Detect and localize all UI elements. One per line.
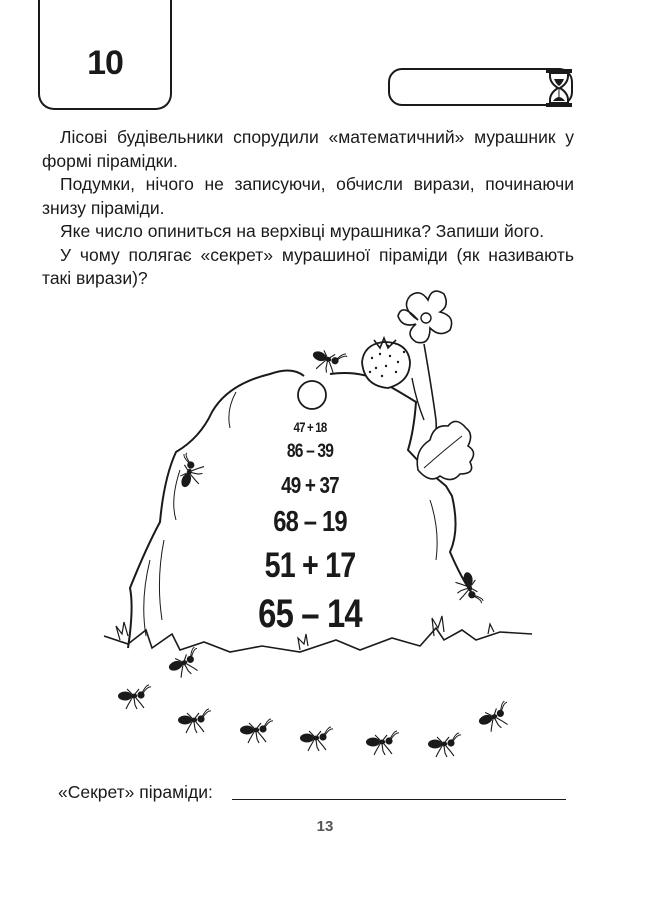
- pyramid-expression: 86 – 39: [286, 441, 334, 462]
- pyramid-expression: 47 + 18: [293, 419, 327, 435]
- pyramid-expression: 65 – 14: [258, 592, 362, 636]
- leaf-drawing: [417, 421, 473, 479]
- ant-drawing: [475, 701, 514, 735]
- pyramid-top-circle: [298, 381, 326, 409]
- ant-drawing: [165, 647, 204, 681]
- ant-drawing: [240, 719, 273, 743]
- pyramid-expression: 49 + 37: [281, 472, 339, 498]
- ant-drawing: [366, 731, 399, 755]
- answer-line[interactable]: [232, 799, 566, 800]
- task-paragraph: Подумки, нічого не записуючи, обчисли вирази, починаючи знизу піраміди.: [42, 174, 574, 218]
- ant-drawing: [454, 570, 483, 607]
- task-number: 10: [87, 44, 123, 82]
- task-paragraph: Яке число опиниться на верхівці мурашника? Запиши його.: [60, 221, 545, 241]
- ant-drawing: [300, 727, 333, 751]
- task-paragraph: У чому полягає «секрет» мурашиної піраміди (як називають такі вирази)?: [42, 244, 574, 288]
- task-paragraph: Лісові будівельники спорудили «математичний» мурашник у формі пірамідки.: [42, 127, 574, 171]
- ant-drawing: [178, 709, 211, 733]
- pyramid-expression: 68 – 19: [273, 506, 347, 538]
- page-number: 13: [316, 818, 334, 835]
- strawberry-drawing: [362, 338, 410, 388]
- ant-drawing: [428, 733, 461, 757]
- answer-label: «Секрет» піраміди:: [58, 782, 213, 802]
- ant-drawing: [118, 685, 151, 709]
- pyramid-expression: 51 + 17: [264, 546, 356, 585]
- ant-drawing: [174, 452, 208, 491]
